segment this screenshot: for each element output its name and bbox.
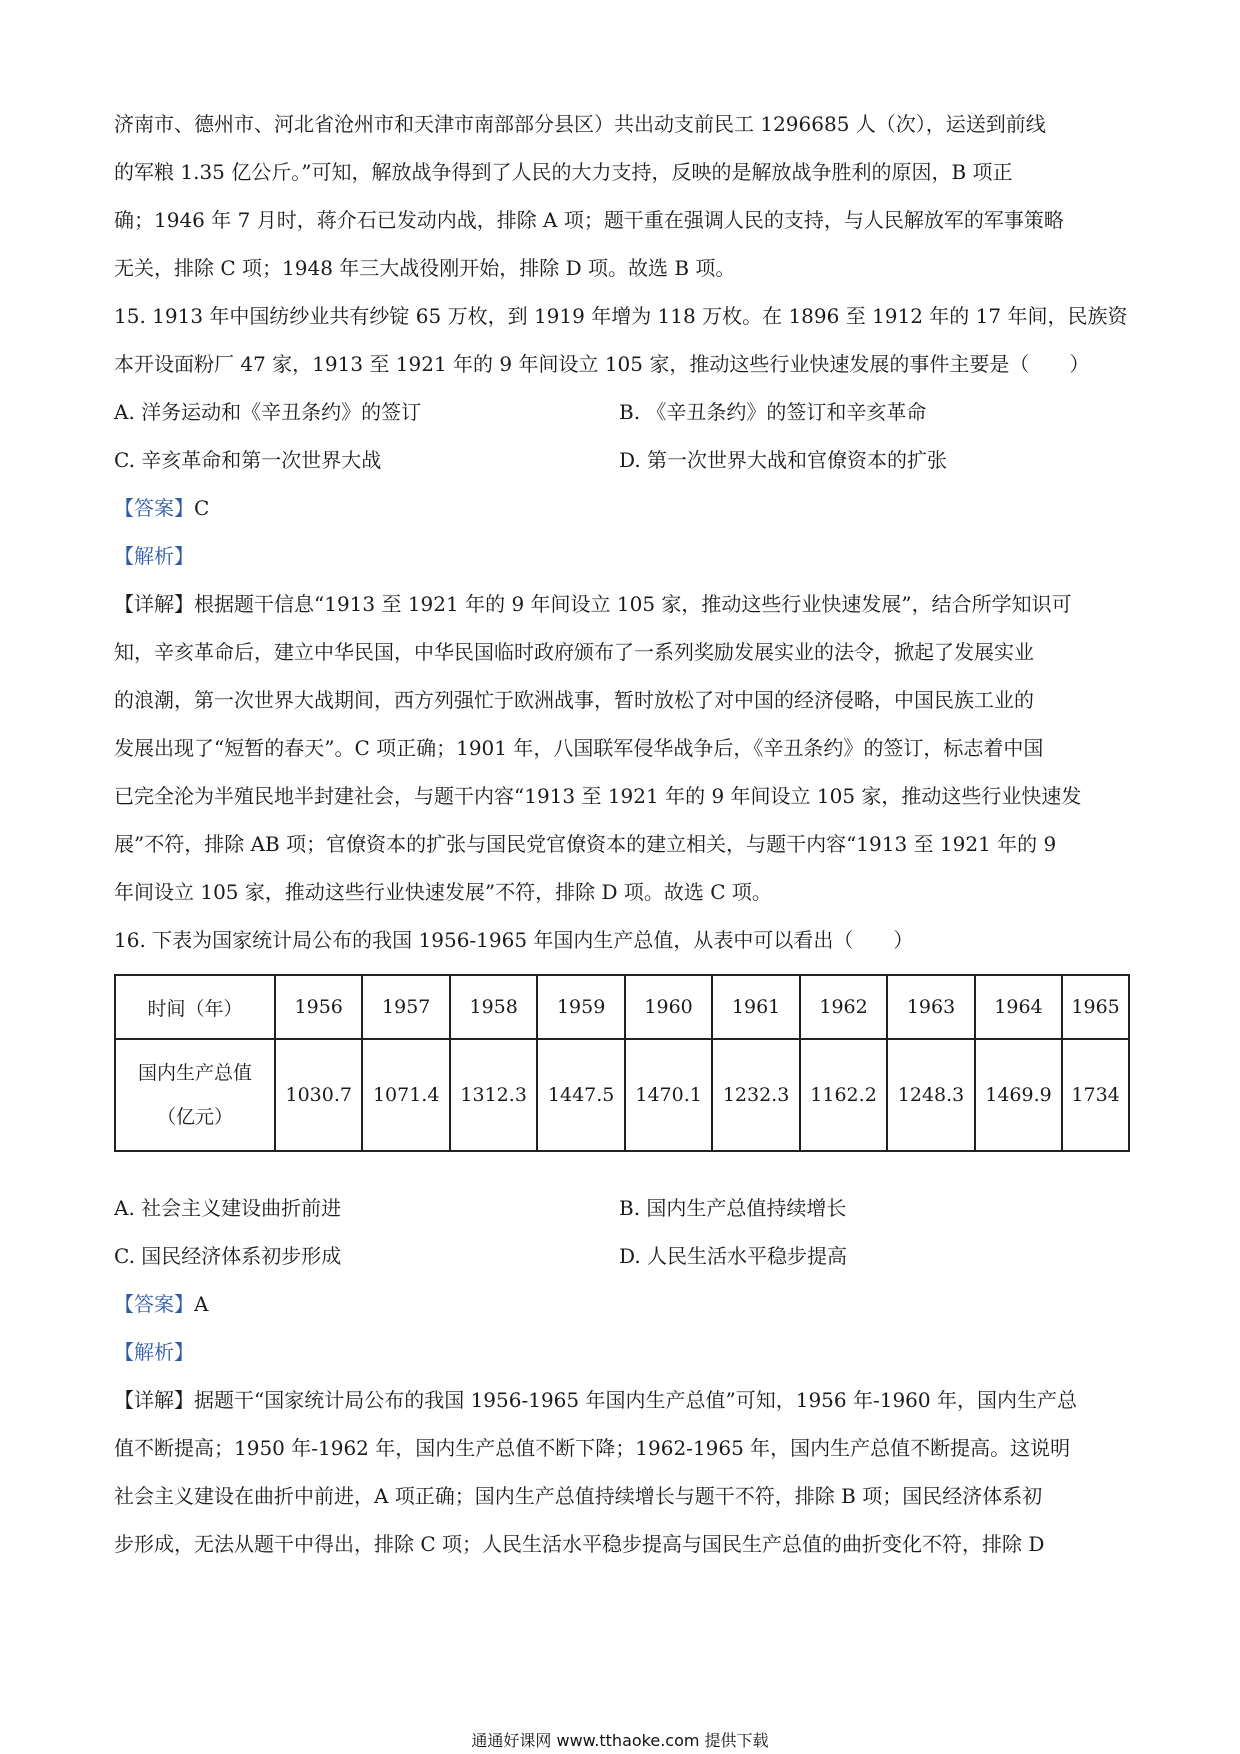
option-b: B. 《辛丑条约》的签订和辛亥革命 <box>619 400 927 424</box>
question-16 <box>114 916 1130 1568</box>
gdp-value-cell: 1248.3 <box>887 1039 974 1151</box>
detail-line <box>114 1376 1130 1424</box>
year-cell: 1959 <box>537 975 624 1039</box>
answer-line <box>114 1280 1130 1328</box>
gdp-value-cell: 1232.3 <box>712 1039 799 1151</box>
text-line: 的军粮 1.35 亿公斤。”可知，解放战争得到了人民的大力支持，反映的是解放战争胜利的原因，B 项正 <box>114 160 1013 184</box>
table-header-row <box>115 975 1129 1039</box>
year-cell: 1956 <box>275 975 362 1039</box>
detail-line: 步形成，无法从题干中得出，排除 C 项；人民生活水平稳步提高与国民生产总值的曲折变化不符，排除 D <box>114 1532 1045 1556</box>
detail-tag: 【详解】 <box>114 592 194 616</box>
analysis-line <box>114 1328 1130 1376</box>
text-line: 济南市、德州市、河北省沧州市和天津市南部部分县区）共出动支前民工 1296685 人（次），运送到前线 <box>114 112 1046 136</box>
text-line: 无关，排除 C 项；1948 年三大战役刚开始，排除 D 项。故选 B 项。 <box>114 256 736 280</box>
option-c: C. 国民经济体系初步形成 <box>114 1244 342 1268</box>
option-b: B. 国内生产总值持续增长 <box>619 1196 847 1220</box>
detail-text: 根据题干信息“1913 至 1921 年的 9 年间设立 105 家，推动这些行业快速发展”，结合所学知识可 <box>194 592 1072 616</box>
question-stem-line: 16. 下表为国家统计局公布的我国 1956-1965 年国内生产总值，从表中可以看出（ ） <box>114 928 914 952</box>
gdp-value-cell: 1030.7 <box>275 1039 362 1151</box>
year-cell: 1958 <box>450 975 537 1039</box>
option-a: A. 洋务运动和《辛丑条约》的签订 <box>114 400 422 424</box>
page-content <box>114 100 1130 1568</box>
text-line: 确；1946 年 7 月时，蒋介石已发动内战，排除 A 项；题干重在强调人民的支持，与人民解放军的军事策略 <box>114 208 1064 232</box>
year-cell: 1962 <box>800 975 887 1039</box>
year-cell: 1961 <box>712 975 799 1039</box>
question-stem-line: 本开设面粉厂 47 家，1913 至 1921 年的 9 年间设立 105 家，推动这些行业快速发展的事件主要是（ ） <box>114 352 1090 376</box>
gdp-table <box>114 974 1130 1152</box>
table-value-row <box>115 1039 1129 1151</box>
options-row <box>114 436 1130 484</box>
detail-line <box>114 580 1130 628</box>
gdp-value-cell: 1071.4 <box>362 1039 449 1151</box>
year-cell: 1965 <box>1062 975 1129 1039</box>
question-stem-line: 15. 1913 年中国纺纱业共有纱锭 65 万枚，到 1919 年增为 118 万枚。在 1896 至 1912 年的 17 年间，民族资 <box>114 304 1128 328</box>
option-a: A. 社会主义建设曲折前进 <box>114 1196 342 1220</box>
options-row <box>114 1184 1130 1232</box>
detail-text: 据题干“国家统计局公布的我国 1956-1965 年国内生产总值”可知，1956 年-1960 年，国内生产总 <box>194 1388 1077 1412</box>
options-row <box>114 1232 1130 1280</box>
detail-line: 的浪潮，第一次世界大战期间，西方列强忙于欧洲战事，暂时放松了对中国的经济侵略，中国民族工业的 <box>114 688 1034 712</box>
row-label-cell <box>115 1039 275 1151</box>
gdp-value-cell: 1470.1 <box>625 1039 712 1151</box>
row-label-unit: （亿元） <box>156 1106 233 1128</box>
row-label-line: 国内生产总值 <box>137 1062 252 1084</box>
detail-line: 展”不符，排除 AB 项；官僚资本的扩张与国民党官僚资本的建立相关，与题干内容“1913 至 1921 年的 9 <box>114 832 1057 856</box>
option-c: C. 辛亥革命和第一次世界大战 <box>114 448 382 472</box>
detail-line: 已完全沦为半殖民地半封建社会，与题干内容“1913 至 1921 年的 9 年间设立 105 家，推动这些行业快速发 <box>114 784 1082 808</box>
options-row <box>114 388 1130 436</box>
page-footer: 通通好课网 www.tthaoke.com 提供下载 <box>471 1731 769 1750</box>
option-d: D. 人民生活水平稳步提高 <box>619 1244 848 1268</box>
answer-tag: 【答案】 <box>114 1292 194 1316</box>
analysis-tag: 【解析】 <box>114 544 194 568</box>
gdp-value-cell: 1447.5 <box>537 1039 624 1151</box>
gdp-value-cell: 1162.2 <box>800 1039 887 1151</box>
detail-line: 社会主义建设在曲折中前进，A 项正确；国内生产总值持续增长与题干不符，排除 B 项；国民经济体系初 <box>114 1484 1043 1508</box>
analysis-line <box>114 532 1130 580</box>
detail-line: 发展出现了“短暂的春天”。C 项正确；1901 年，八国联军侵华战争后，《辛丑条约》的签订，标志着中国 <box>114 736 1044 760</box>
answer-value: A <box>194 1292 209 1316</box>
year-cell: 1963 <box>887 975 974 1039</box>
answer-value: C <box>194 496 210 520</box>
year-cell: 1957 <box>362 975 449 1039</box>
gdp-value-cell: 1734 <box>1062 1039 1129 1151</box>
detail-tag: 【详解】 <box>114 1388 194 1412</box>
year-cell: 1964 <box>975 975 1062 1039</box>
detail-line: 年间设立 105 家，推动这些行业快速发展”不符，排除 D 项。故选 C 项。 <box>114 880 772 904</box>
header-label-cell: 时间（年） <box>115 975 275 1039</box>
detail-line: 知，辛亥革命后，建立中华民国，中华民国临时政府颁布了一系列奖励发展实业的法令，掀起了发展实业 <box>114 640 1034 664</box>
answer-tag: 【答案】 <box>114 496 194 520</box>
year-cell: 1960 <box>625 975 712 1039</box>
answer-line <box>114 484 1130 532</box>
question-15 <box>114 292 1130 916</box>
option-d: D. 第一次世界大战和官僚资本的扩张 <box>619 448 948 472</box>
analysis-tag: 【解析】 <box>114 1340 194 1364</box>
gdp-value-cell: 1312.3 <box>450 1039 537 1151</box>
gdp-value-cell: 1469.9 <box>975 1039 1062 1151</box>
detail-line: 值不断提高；1950 年-1962 年，国内生产总值不断下降；1962-1965 年，国内生产总值不断提高。这说明 <box>114 1436 1071 1460</box>
intro-paragraph <box>114 100 1130 292</box>
spacer <box>114 1152 1130 1184</box>
